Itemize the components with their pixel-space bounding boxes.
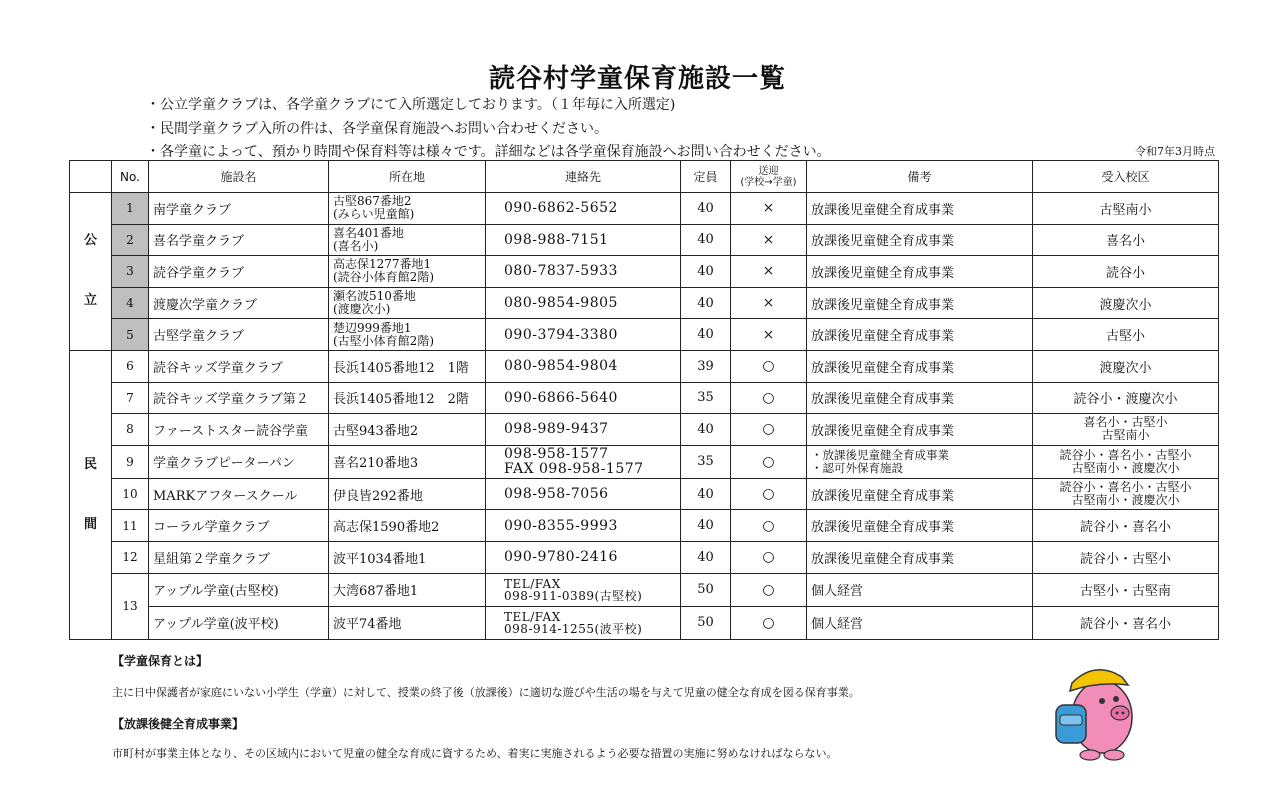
school-district: 喜名小・古堅小 古堅南小 xyxy=(1033,414,1219,446)
facility-name: ファーストスター読谷学童 xyxy=(149,414,329,446)
facility-name: 古堅学童クラブ xyxy=(149,319,329,351)
facility-capacity: 40 xyxy=(681,193,731,225)
header-school: 受入校区 xyxy=(1033,161,1219,193)
facility-name: MARKアフタースクール xyxy=(149,478,329,510)
facility-remarks: 放課後児童健全育成事業 xyxy=(807,541,1033,573)
header-shuttle: 送迎 (学校→学童) xyxy=(731,161,807,193)
table-row xyxy=(70,573,1219,606)
table-row xyxy=(70,256,1219,288)
facility-remarks: 放課後児童健全育成事業 xyxy=(807,414,1033,446)
shuttle-mark: × xyxy=(731,287,807,319)
facility-phone: 090-3794-3380 xyxy=(486,319,681,351)
facility-phone: 090-6866-5640 xyxy=(486,382,681,414)
row-no: 13 xyxy=(112,573,149,639)
row-no: 5 xyxy=(112,319,149,351)
header-capacity: 定員 xyxy=(681,161,731,193)
header-remarks: 備考 xyxy=(807,161,1033,193)
school-district: 読谷小・喜名小・古堅小 古堅南小・渡慶次小 xyxy=(1033,478,1219,510)
group-public: 公 立 xyxy=(70,193,112,351)
header-name: 施設名 xyxy=(149,161,329,193)
table-row xyxy=(70,510,1219,542)
row-no: 1 xyxy=(112,193,149,225)
school-district: 古堅南小 xyxy=(1033,193,1219,225)
facility-address: 長浜1405番地12 2階 xyxy=(329,382,486,414)
facility-address: 喜名210番地3 xyxy=(329,445,486,478)
row-no: 11 xyxy=(112,510,149,542)
shuttle-mark: ○ xyxy=(731,350,807,382)
row-no: 3 xyxy=(112,256,149,288)
row-no: 2 xyxy=(112,224,149,256)
school-district: 読谷小・喜名小・古堅小 古堅南小・渡慶次小 xyxy=(1033,445,1219,478)
facility-address: 波平1034番地1 xyxy=(329,541,486,573)
group-private: 民 間 xyxy=(70,350,112,639)
table-row xyxy=(70,350,1219,382)
facility-address: 楚辺999番地1 (古堅小体育館2階) xyxy=(329,319,486,351)
facility-capacity: 50 xyxy=(681,573,731,606)
facility-phone: 090-9780-2416 xyxy=(486,541,681,573)
shuttle-mark: ○ xyxy=(731,382,807,414)
shuttle-mark: ○ xyxy=(731,573,807,606)
facility-remarks: 放課後児童健全育成事業 xyxy=(807,224,1033,256)
school-district: 読谷小・古堅小 xyxy=(1033,541,1219,573)
facility-address: 波平74番地 xyxy=(329,606,486,639)
facility-name: 星組第２学童クラブ xyxy=(149,541,329,573)
facility-address: 喜名401番地 (喜名小) xyxy=(329,224,486,256)
facility-phone: TEL/FAX 098-911-0389(古堅校) xyxy=(486,573,681,606)
facility-remarks: 放課後児童健全育成事業 xyxy=(807,319,1033,351)
facility-remarks: ・放課後児童健全育成事業 ・認可外保育施設 xyxy=(807,445,1033,478)
table-row xyxy=(70,414,1219,446)
header-no: No. xyxy=(112,161,149,193)
facility-address: 瀬名波510番地 (渡慶次小) xyxy=(329,287,486,319)
facility-name: 読谷学童クラブ xyxy=(149,256,329,288)
school-district: 読谷小 xyxy=(1033,256,1219,288)
table-row xyxy=(70,541,1219,573)
shuttle-mark: × xyxy=(731,193,807,225)
table-row xyxy=(70,478,1219,510)
facility-address: 古堅867番地2 (みらい児童館) xyxy=(329,193,486,225)
facility-phone: 080-7837-5933 xyxy=(486,256,681,288)
shuttle-mark: ○ xyxy=(731,606,807,639)
facility-remarks: 放課後児童健全育成事業 xyxy=(807,256,1033,288)
facility-phone: 098-958-1577 FAX 098-958-1577 xyxy=(486,445,681,478)
facility-remarks: 個人経営 xyxy=(807,606,1033,639)
page-title: 読谷村学童保育施設一覧 xyxy=(488,64,786,94)
facility-capacity: 35 xyxy=(681,445,731,478)
row-no: 7 xyxy=(112,382,149,414)
facility-phone: 098-958-7056 xyxy=(486,478,681,510)
header-group xyxy=(70,161,112,193)
facility-name: コーラル学童クラブ xyxy=(149,510,329,542)
facility-phone: 080-9854-9805 xyxy=(486,287,681,319)
shuttle-mark: ○ xyxy=(731,414,807,446)
note-line: ・公立学童クラブは、各学童クラブにて入所選定しております。（１年毎に入所選定) xyxy=(146,97,676,113)
facility-phone: 098-989-9437 xyxy=(486,414,681,446)
definition-heading: 【放課後健全育成事業】 xyxy=(112,717,245,731)
school-district: 喜名小 xyxy=(1033,224,1219,256)
shuttle-mark: ○ xyxy=(731,478,807,510)
school-district: 渡慶次小 xyxy=(1033,287,1219,319)
facility-capacity: 40 xyxy=(681,478,731,510)
row-no: 8 xyxy=(112,414,149,446)
row-no: 10 xyxy=(112,478,149,510)
shuttle-mark: ○ xyxy=(731,445,807,478)
table-row xyxy=(70,287,1219,319)
school-district: 渡慶次小 xyxy=(1033,350,1219,382)
table-row xyxy=(70,319,1219,351)
table-row xyxy=(70,606,1219,639)
facility-capacity: 39 xyxy=(681,350,731,382)
facility-address: 高志保1590番地2 xyxy=(329,510,486,542)
facility-capacity: 40 xyxy=(681,541,731,573)
facility-address: 伊良皆292番地 xyxy=(329,478,486,510)
shuttle-mark: × xyxy=(731,224,807,256)
facility-name: 読谷キッズ学童クラブ第２ xyxy=(149,382,329,414)
facility-address: 高志保1277番地1 (読谷小体育館2階) xyxy=(329,256,486,288)
facility-remarks: 放課後児童健全育成事業 xyxy=(807,478,1033,510)
facility-address: 古堅943番地2 xyxy=(329,414,486,446)
facility-remarks: 放課後児童健全育成事業 xyxy=(807,382,1033,414)
table-row xyxy=(70,445,1219,478)
row-no: 12 xyxy=(112,541,149,573)
as-of-date: 令和7年3月時点 xyxy=(1135,145,1215,158)
facility-capacity: 40 xyxy=(681,510,731,542)
facility-capacity: 40 xyxy=(681,224,731,256)
facility-name: 渡慶次学童クラブ xyxy=(149,287,329,319)
school-district: 読谷小・渡慶次小 xyxy=(1033,382,1219,414)
shuttle-mark: × xyxy=(731,319,807,351)
definition-heading: 【学童保育とは】 xyxy=(112,654,209,668)
table-row xyxy=(70,382,1219,414)
facility-table xyxy=(69,160,1219,640)
facility-remarks: 放課後児童健全育成事業 xyxy=(807,287,1033,319)
facility-remarks: 放課後児童健全育成事業 xyxy=(807,350,1033,382)
facility-phone: 090-8355-9993 xyxy=(486,510,681,542)
facility-capacity: 40 xyxy=(681,256,731,288)
row-no: 4 xyxy=(112,287,149,319)
mascot-illustration xyxy=(1050,655,1140,765)
table-row xyxy=(70,193,1219,225)
note-line: ・各学童によって、預かり時間や保育料等は様々です。詳細などは各学童保育施設へお問い合わせください。 xyxy=(146,144,831,160)
facility-capacity: 40 xyxy=(681,414,731,446)
school-district: 古堅小 xyxy=(1033,319,1219,351)
facility-capacity: 40 xyxy=(681,287,731,319)
facility-phone: 098-988-7151 xyxy=(486,224,681,256)
facility-remarks: 個人経営 xyxy=(807,573,1033,606)
facility-name: 読谷キッズ学童クラブ xyxy=(149,350,329,382)
header-contact: 連絡先 xyxy=(486,161,681,193)
facility-name: アップル学童(波平校) xyxy=(149,606,329,639)
row-no: 6 xyxy=(112,350,149,382)
facility-remarks: 放課後児童健全育成事業 xyxy=(807,193,1033,225)
school-district: 読谷小・喜名小 xyxy=(1033,606,1219,639)
facility-phone: 080-9854-9804 xyxy=(486,350,681,382)
facility-capacity: 50 xyxy=(681,606,731,639)
facility-remarks: 放課後児童健全育成事業 xyxy=(807,510,1033,542)
school-district: 古堅小・古堅南 xyxy=(1033,573,1219,606)
header-address: 所在地 xyxy=(329,161,486,193)
definition-text: 市町村が事業主体となり、その区域内において児童の健全な育成に資するため、着実に実施されるよう必要な措置の実施に努めなければならない。 xyxy=(112,747,838,760)
definition-text: 主に日中保護者が家庭にいない小学生（学童）に対して、授業の終了後（放課後）に適切な遊びや生活の場を与えて児童の健全な育成を図る保育事業。 xyxy=(112,686,860,699)
table-row xyxy=(70,224,1219,256)
facility-capacity: 40 xyxy=(681,319,731,351)
facility-capacity: 35 xyxy=(681,382,731,414)
shuttle-mark: ○ xyxy=(731,510,807,542)
shuttle-mark: × xyxy=(731,256,807,288)
row-no: 9 xyxy=(112,445,149,478)
facility-phone: 090-6862-5652 xyxy=(486,193,681,225)
school-district: 読谷小・喜名小 xyxy=(1033,510,1219,542)
shuttle-mark: ○ xyxy=(731,541,807,573)
facility-phone: TEL/FAX 098-914-1255(波平校) xyxy=(486,606,681,639)
facility-name: 喜名学童クラブ xyxy=(149,224,329,256)
facility-name: 南学童クラブ xyxy=(149,193,329,225)
facility-address: 長浜1405番地12 1階 xyxy=(329,350,486,382)
facility-address: 大湾687番地1 xyxy=(329,573,486,606)
note-line: ・民間学童クラブ入所の件は、各学童保育施設へお問い合わせください。 xyxy=(146,121,608,137)
facility-name: 学童クラブピーターパン xyxy=(149,445,329,478)
facility-name: アップル学童(古堅校) xyxy=(149,573,329,606)
